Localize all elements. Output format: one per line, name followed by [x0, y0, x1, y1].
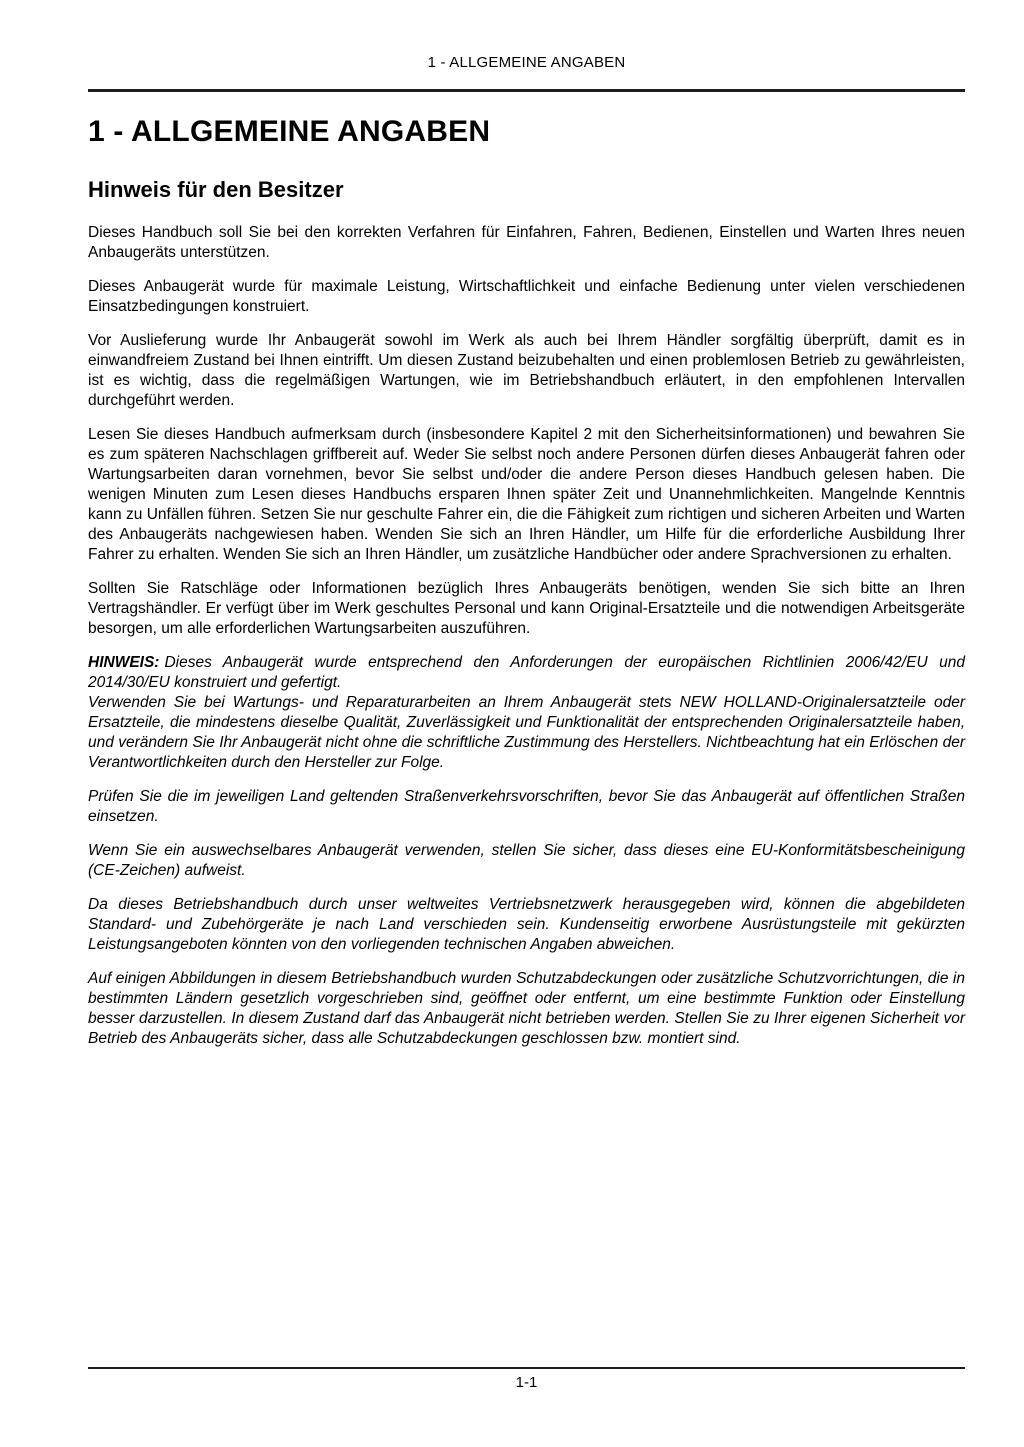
- section-title: Hinweis für den Besitzer: [88, 177, 344, 202]
- body-copy: [88, 223, 965, 1049]
- paragraph-dealer-support: Sollten Sie Ratschläge oder Informationen bezüglich Ihres Anbaugeräts benötigen, wenden Sie sich bitte an Ihren Vertragshändler. Er verfügt über im Werk geschultes Personal und kann Original-Ersatzteile und die notwendigen Arbeitsgeräte besorgen, um alle erforderlichen Wartungsarbeiten auszuführen.: [88, 580, 965, 637]
- note-text-original-parts: Verwenden Sie bei Wartungs- und Reparaturarbeiten an Ihrem Anbaugerät stets NEW HOLLAND-Originalersatzteile oder Ersatzteile, die mindestens dieselbe Qualität, Zuverlässigkeit und Funktionalität der entsprechenden Originalersatzteile haben, und verändern Sie Ihr Anbaugerät nicht ohne die schriftliche Zustimmung des Herstellers. Nichtbeachtung hat ein Erlöschen der Verantwortlichkeiten durch den Hersteller zur Folge.: [88, 694, 965, 771]
- header-rule: [88, 89, 965, 92]
- note-paragraph: [88, 653, 965, 773]
- page-number: 1-1: [515, 1374, 538, 1391]
- paragraph-read-manual: Lesen Sie dieses Handbuch aufmerksam durch (insbesondere Kapitel 2 mit den Sicherheitsinformationen) und bewahren Sie es zum späteren Nachschlagen griffbereit auf. Weder Sie selbst noch andere Personen dürfen dieses Anbaugerät fahren oder Wartungsarbeiten daran vornehmen, bevor Sie selbst und/oder die andere Person dieses Handbuch gelesen haben. Die wenigen Minuten zum Lesen dieses Handbuchs ersparen Ihnen später Zeit und Unannehmlichkeiten. Mangelnde Kenntnis kann zu Unfällen führen. Setzen Sie nur geschulte Fahrer ein, die die Fähigkeit zum richtigen und sicheren Arbeiten und Warten des Anbaugeräts nachgewiesen haben. Wenden Sie sich an Ihren Händler, um Hilfe für die erforderliche Ausbildung Ihrer Fahrer zu erhalten. Wenden Sie sich an Ihren Händler, um zusätzliche Handbücher oder andere Sprachversionen zu erhalten.: [88, 426, 965, 563]
- paragraph-ce-conformity: Wenn Sie ein auswechselbares Anbaugerät verwenden, stellen Sie sicher, dass dieses eine EU-Konformitätsbescheinigung (CE-Zeichen) aufweist.: [88, 842, 965, 879]
- running-header-title: 1 - ALLGEMEINE ANGABEN: [427, 54, 626, 71]
- paragraph-pre-delivery-check: Vor Auslieferung wurde Ihr Anbaugerät sowohl im Werk als auch bei Ihrem Händler sorgfältig überprüft, damit es in einwandfreiem Zustand bei Ihnen eintrifft. Um diesen Zustand beizubehalten und einen problemlosen Betrieb zu gewährleisten, ist es wichtig, dass die regelmäßigen Wartungen, wie im Betriebshandbuch erläutert, in den empfohlenen Intervallen durchgeführt werden.: [88, 332, 965, 409]
- paragraph-design-purpose: Dieses Anbaugerät wurde für maximale Leistung, Wirtschaftlichkeit und einfache Bedienung unter vielen verschiedenen Einsatzbedingungen konstruiert.: [88, 278, 965, 315]
- paragraph-road-regulations: Prüfen Sie die im jeweiligen Land geltenden Straßenverkehrsvorschriften, bevor Sie das Anbaugerät auf öffentlichen Straßen einsetzen.: [88, 788, 965, 825]
- paragraph-intro: Dieses Handbuch soll Sie bei den korrekten Verfahren für Einfahren, Fahren, Bedienen, Einstellen und Warten Ihres neuen Anbaugeräts unterstützen.: [88, 224, 965, 261]
- note-label: HINWEIS:: [88, 654, 160, 671]
- footer-rule: [88, 1367, 965, 1369]
- paragraph-worldwide-distribution: Da dieses Betriebshandbuch durch unser weltweites Vertriebsnetzwerk herausgegeben wird, können die abgebildeten Standard- und Zubehörgeräte je nach Land verschieden sein. Kundenseitig erworbene Ausrüstungsteile mit gekürzten Leistungsangeboten könnten von den vorliegenden technischen Angaben abweichen.: [88, 896, 965, 953]
- note-text-directives: Dieses Anbaugerät wurde entsprechend den Anforderungen der europäischen Richtlinien 2006/42/EU und 2014/30/EU konstruiert und gefertigt.: [88, 654, 965, 691]
- chapter-title: 1 - ALLGEMEINE ANGABEN: [88, 115, 491, 148]
- paragraph-guards-illustrations: Auf einigen Abbildungen in diesem Betriebshandbuch wurden Schutzabdeckungen oder zusätzliche Schutzvorrichtungen, die in bestimmten Ländern gesetzlich vorgeschrieben sind, geöffnet oder entfernt, um eine bestimmte Funktion oder Einstellung besser darzustellen. In diesem Zustand darf das Anbaugerät nicht betrieben werden. Stellen Sie zu Ihrer eigenen Sicherheit vor Betrieb des Anbaugeräts sicher, dass alle Schutzabdeckungen geschlossen bzw. montiert sind.: [88, 970, 965, 1047]
- page-content: [88, 108, 965, 1063]
